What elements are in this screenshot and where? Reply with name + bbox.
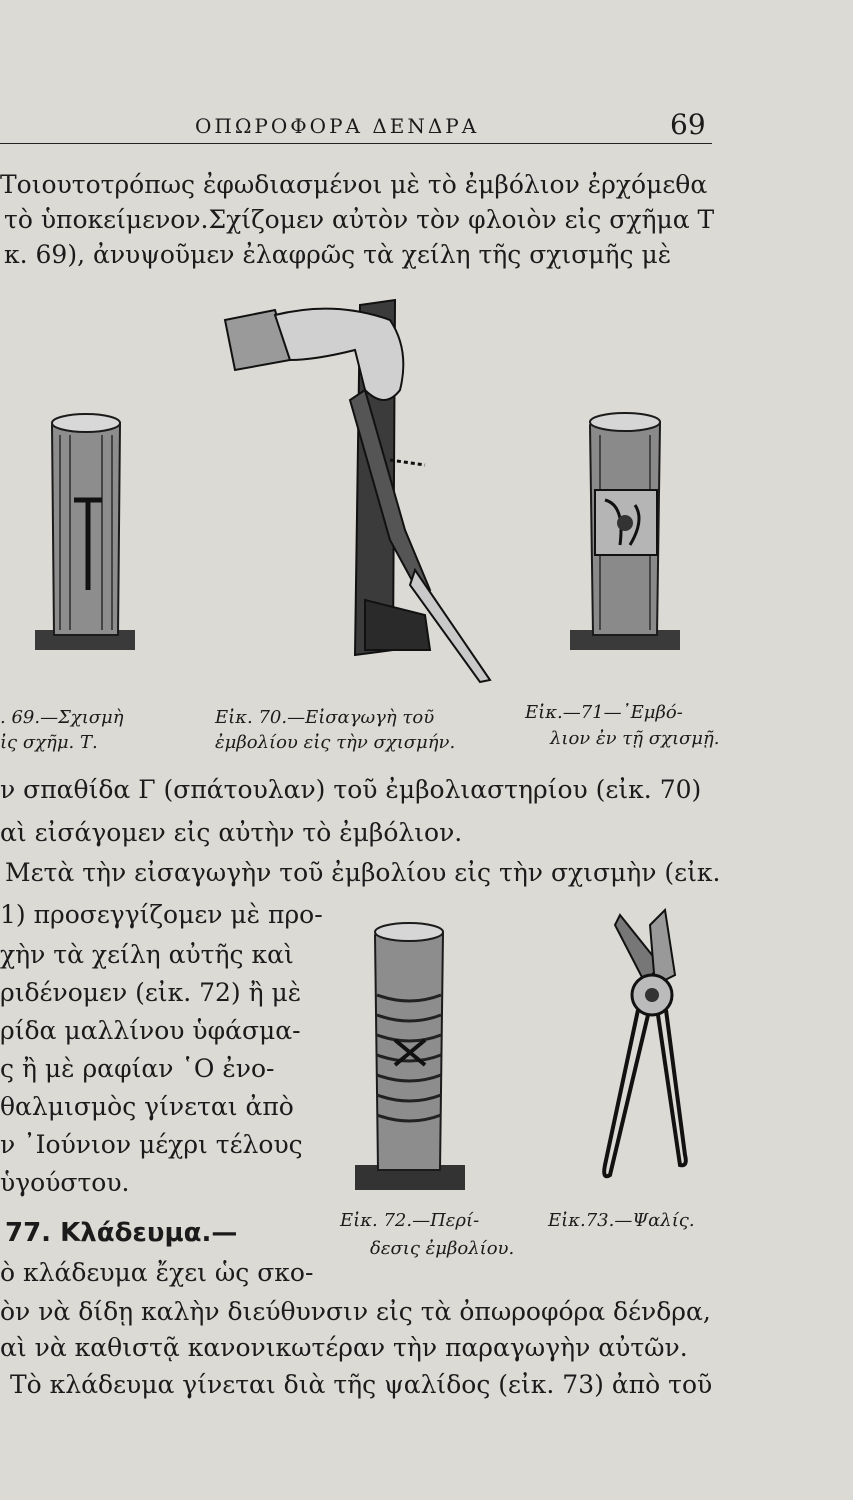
figure-69-caption-line1: . 69.—Σχισμὴ	[0, 707, 124, 728]
figure-73-caption: Εἰκ.73.—Ψαλίς.	[548, 1210, 695, 1231]
text-line: ρίδα μαλλίνου ὑφάσμα-	[0, 1016, 301, 1045]
text-line: Τὸ κλάδευμα γίνεται διὰ τῆς ψαλίδος (εἰκ. 73) ἀπὸ τοῦ	[10, 1370, 713, 1399]
figure-73-pruning-shears-illustration	[590, 905, 700, 1200]
text-line: ριδένομεν (εἰκ. 72) ἢ μὲ	[0, 978, 302, 1007]
figure-71-caption-line1: Εἰκ.—71—᾿Εμβό-	[525, 702, 683, 723]
header-rule	[0, 143, 712, 144]
figure-71-caption-line2: λιον ἐν τῇ σχισμῇ.	[550, 728, 720, 749]
figure-72-caption-line1: Εἰκ. 72.—Περί-	[340, 1210, 480, 1231]
text-line: θαλμισμὸς γίνεται ἀπὸ	[0, 1092, 294, 1121]
text-line: ν ᾿Ιούνιον μέχρι τέλους	[0, 1130, 303, 1159]
text-line: αὶ εἰσάγομεν εἰς αὐτὴν τὸ ἐμβόλιον.	[0, 818, 463, 847]
text-line: ὸν νὰ δίδῃ καλὴν διεύθυνσιν εἰς τὰ ὀπωροφόρα δένδρα,	[0, 1297, 711, 1326]
page-number: 69	[670, 108, 706, 141]
figure-72-caption-line2: δεσις ἐμβολίου.	[370, 1238, 515, 1259]
text-line: τὸ ὑποκείμενον.Σχίζομεν αὐτὸν τὸν φλοιὸν εἰς σχῆμα Τ	[4, 205, 715, 234]
text-line: ς ἢ μὲ ραφίαν ῾Ο ἐνο-	[0, 1054, 275, 1083]
text-line: κ. 69), ἀνυψοῦμεν ἐλαφρῶς τὰ χείλη τῆς σχισμῆς μὲ	[4, 240, 672, 269]
page-header	[0, 108, 730, 148]
running-title: ΟΠΩΡΟΦΟΡΑ ΔΕΝΔΡΑ	[195, 114, 480, 138]
text-line: 1) προσεγγίζομεν μὲ προ-	[0, 900, 323, 929]
text-line: αὶ νὰ καθιστᾷ κανονικωτέραν τὴν παραγωγὴν αὐτῶν.	[0, 1333, 688, 1362]
text-line: Μετὰ τὴν εἰσαγωγὴν τοῦ ἐμβολίου εἰς τὴν σχισμὴν (εἰκ.	[5, 858, 721, 887]
text-line: Τοιουτοτρόπως ἐφωδιασμένοι μὲ τὸ ἐμβόλιον ἐρχόμεθα	[0, 170, 708, 199]
text-line: ὑγούστου.	[0, 1168, 130, 1197]
figure-69-caption-line2: ἰς σχῆμ. Τ.	[0, 732, 98, 753]
figure-70-illustration	[215, 290, 505, 690]
section-heading: 77. Κλάδευμα.—	[5, 1218, 238, 1248]
figure-70-caption-line2: ἐμβολίου εἰς τὴν σχισμήν.	[215, 732, 456, 753]
figure-70-caption-line1: Εἰκ. 70.—Εἰσαγωγὴ τοῦ	[215, 707, 435, 728]
text-line: ὸ κλάδευμα ἔχει ὡς σκο-	[0, 1258, 314, 1287]
figure-69-illustration	[30, 405, 140, 660]
text-line: ν σπαθίδα Γ (σπάτουλαν) τοῦ ἐμβολιαστηρίου (εἰκ. 70)	[0, 775, 702, 804]
figure-72-illustration	[355, 915, 465, 1200]
text-line: χὴν τὰ χείλη αὐτῆς καὶ	[0, 940, 294, 969]
figure-71-illustration	[565, 405, 685, 660]
